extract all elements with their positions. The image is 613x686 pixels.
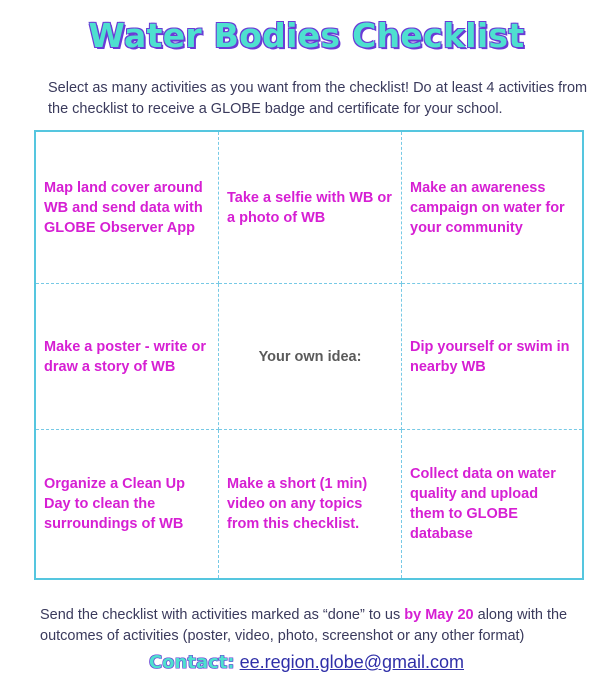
checklist-cell-text: Organize a Clean Up Day to clean the surroundings of WB — [44, 476, 186, 532]
checklist-cell[interactable] — [219, 132, 402, 284]
own-idea-cell[interactable] — [219, 284, 402, 430]
checklist-cell-text: Make an awareness campaign on water for your community — [410, 179, 565, 236]
checklist-grid — [34, 130, 584, 580]
checklist-cell-text: Take a selfie with WB or a photo of WB — [227, 189, 392, 226]
checklist-cell-text: Dip yourself or swim in nearby WB — [410, 338, 570, 375]
instructions-text: Send the checklist with activities marked as “done” to us — [40, 607, 405, 623]
page-title: Water Bodies Checklist — [88, 16, 525, 55]
checklist-cell-text: Make a short (1 min) video on any topics from this checklist. — [227, 476, 368, 532]
checklist-cell[interactable] — [402, 430, 582, 578]
checklist-cell-text: Collect data on water quality and upload them to GLOBE database — [410, 466, 556, 542]
contact-line — [0, 652, 613, 673]
checklist-cell[interactable] — [402, 284, 582, 430]
own-idea-label: Your own idea: — [258, 348, 362, 365]
checklist-cell-text: Map land cover around WB and send data with GLOBE Observer App — [44, 179, 203, 236]
checklist-cell[interactable] — [219, 430, 402, 578]
checklist-cell-text: Make a poster - write or draw a story of WB — [44, 338, 206, 375]
submission-instructions — [40, 605, 585, 647]
checklist-cell[interactable] — [402, 132, 582, 284]
intro-text: Select as many activities as you want from the checklist! Do at least 4 activities from the checklist to receive a GLOBE badge and certificate for your school. — [48, 80, 588, 117]
instructions-text-cont: along with the outcomes of activities (poster, video, photo, screenshot or any other format) — [40, 607, 568, 644]
contact-email-link[interactable]: ee.region.globe@gmail.com — [239, 652, 465, 672]
checklist-cell[interactable] — [36, 132, 219, 284]
checklist-cell[interactable] — [36, 430, 219, 578]
deadline-text: by May 20 — [404, 607, 474, 623]
contact-label: Contact: — [148, 652, 235, 673]
checklist-cell[interactable] — [36, 284, 219, 430]
